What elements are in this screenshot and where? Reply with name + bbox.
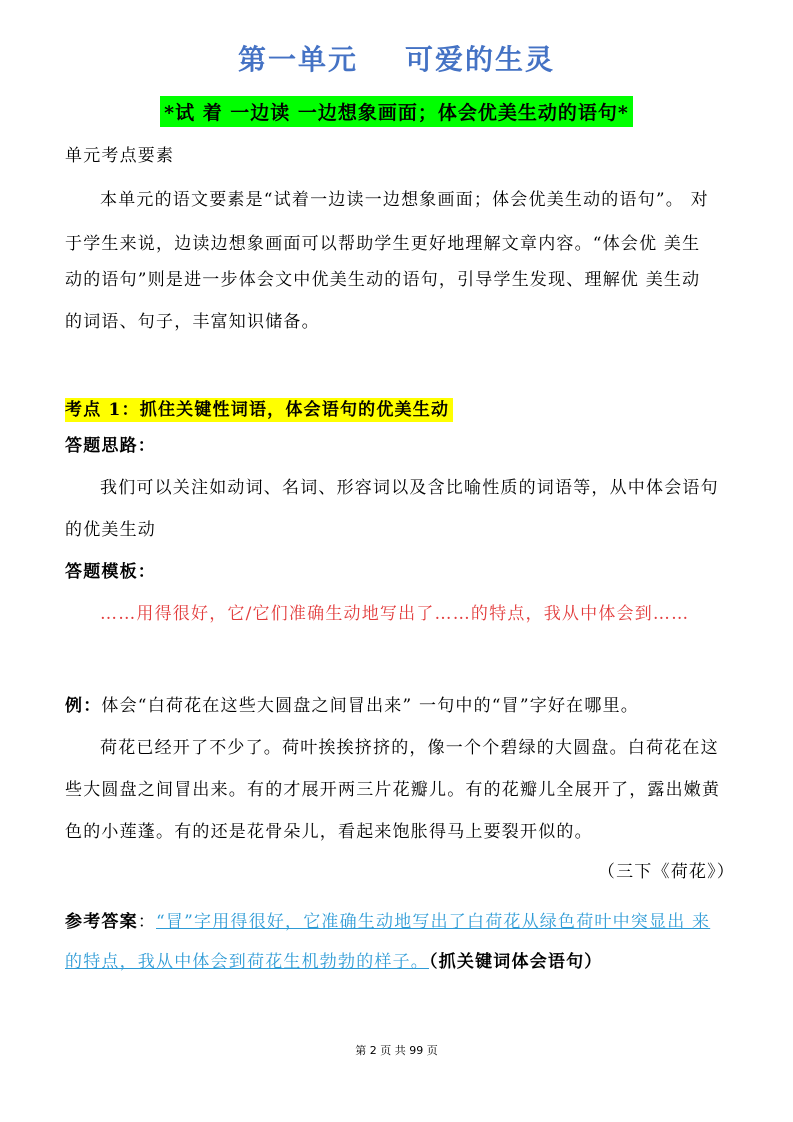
- example-row: [65, 684, 735, 728]
- template-label: 答题模板：: [65, 562, 156, 582]
- answer-label: 参考答案: [65, 912, 138, 932]
- passage-line-2: 些大圆盘之间冒出来。有的才展开两三片花瓣儿。有的花瓣儿全展开了，露出嫩黄: [65, 780, 721, 800]
- answer-colon: ：: [137, 912, 157, 932]
- page-title: 第一单元 可爱的生灵: [238, 43, 555, 76]
- answer-row-1: [65, 900, 735, 944]
- subtitle-wrap: [0, 96, 793, 127]
- passage-source: （三下《荷花》）: [597, 862, 735, 882]
- page-footer: 第 2 页 共 99 页: [355, 1044, 438, 1057]
- answer-template: ……用得很好，它/它们准确生动地写出了……的特点，我从中体会到……: [100, 604, 690, 624]
- approach-line-2: 的优美生动: [65, 520, 156, 540]
- approach-label: 答题思路：: [65, 436, 156, 456]
- passage-line-1: 荷花已经开了不少了。荷叶挨挨挤挤的，像一个个碧绿的大圆盘。白荷花在这: [100, 738, 719, 758]
- unit-elements-label: 单元考点要素: [65, 146, 175, 166]
- answer-suffix: （抓关键词体会语句）: [429, 952, 603, 972]
- intro-line-3: 动的语句”则是进一步体会文中优美生动的语句，引导学生发现、理解优 美生动: [65, 270, 701, 290]
- answer-row-2: [65, 940, 735, 984]
- passage-line-3: 色的小莲蓬。有的还是花骨朵儿，看起来饱胀得马上要裂开似的。: [65, 822, 593, 842]
- example-label: 例：: [65, 696, 102, 716]
- intro-line-2: 于学生来说，边读边想象画面可以帮助学生更好地理解文章内容。“体会优 美生: [65, 234, 701, 254]
- approach-line-1: 我们可以关注如动词、名词、形容词以及含比喻性质的词语等，从中体会语句: [100, 478, 719, 498]
- answer-text-line-1: “冒”字用得很好，它准确生动地写出了白荷花从绿色荷叶中突显出 来: [156, 912, 711, 932]
- point1-heading: 考点 1：抓住关键性词语，体会语句的优美生动: [65, 398, 453, 422]
- example-question: 体会“白荷花在这些大圆盘之间冒出来” 一句中的“冒”字好在哪里。: [101, 696, 639, 716]
- answer-text-line-2: 的特点，我从中体会到荷花生机勃勃的样子。: [65, 952, 429, 972]
- unit-subtitle: *试 着 一边读 一边想象画面；体会优美生动的语句*: [160, 96, 633, 127]
- intro-line-4: 的词语、句子，丰富知识储备。: [65, 312, 320, 332]
- intro-line-1: 本单元的语文要素是“试着一边读一边想象画面；体会优美生动的语句”。 对: [100, 190, 709, 210]
